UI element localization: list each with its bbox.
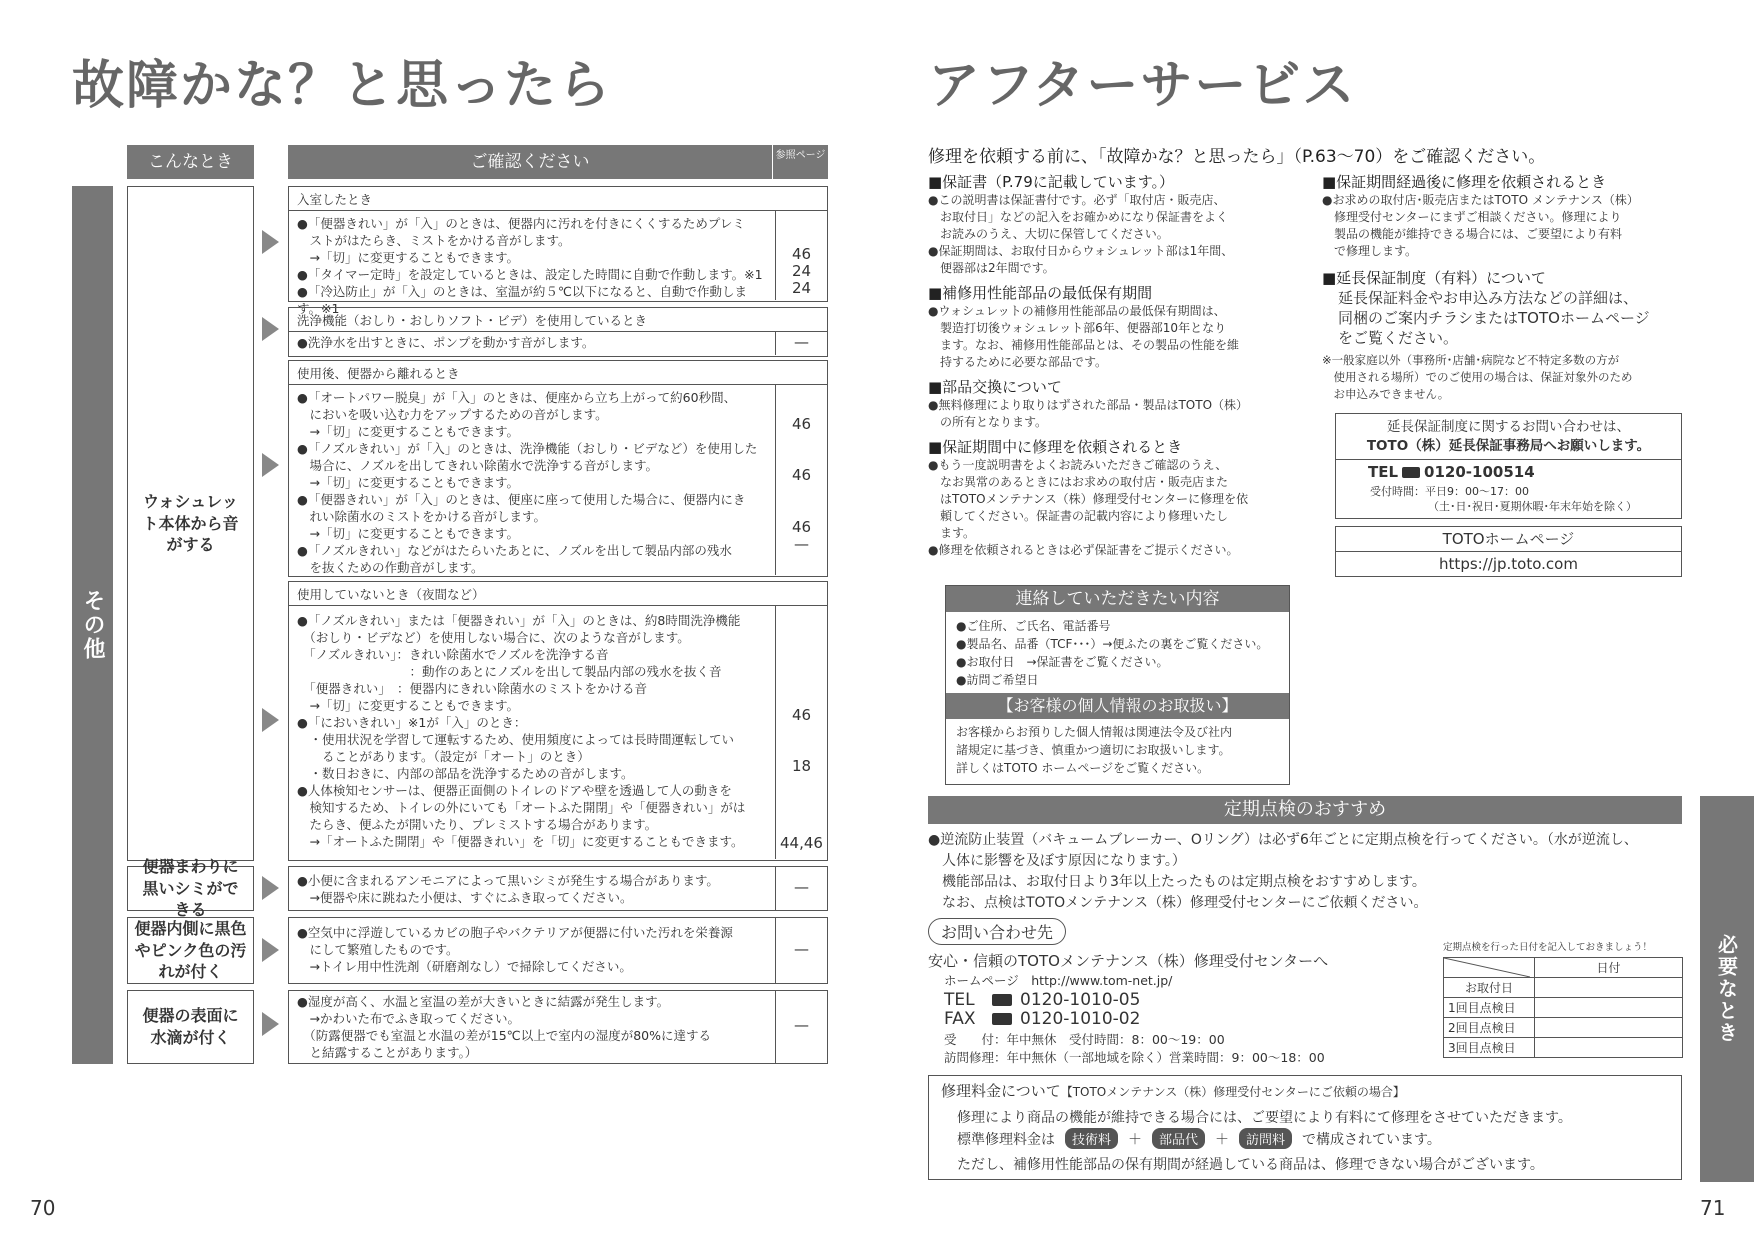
section-text: ●洗浄水を出すときに、ポンプを動かす音がします。 [297,335,595,350]
inquiry-tel-row: TEL 0120-1010-05 [944,990,1141,1010]
fax-icon [992,1013,1012,1025]
ext-tel-row: TEL 0120-100514 [1368,463,1535,481]
section-text: ●「便器きれい」が「入」のときは、便器内に汚れを付きにくくするためプレミ ストがはたらき、ミストをかける音がします。 →「切」に変更することもできます。 ●「タイマー定時」を設定しているときは、設定した時間に自動で作動します。※1 ●「冷込防止」が「入」のときは、室温が約５℃以下になると、自動で作動します。※1 [297,216,763,316]
ext-tel: 0120-100514 [1424,463,1535,481]
date-entry-cell[interactable] [1535,978,1683,998]
section-text: ●小便に含まれるアンモニアによって黒いシミが発生する場合があります。 →便器や床に跳ねた小便は、すぐにふき取ってください。 [297,873,719,905]
free-dial-icon [992,994,1012,1006]
visit-fee-badge: 訪問料 [1239,1128,1292,1149]
section-black-stain [288,866,828,911]
ref-pages: 46 24 24 [775,211,827,300]
fee-standard-row: 標準修理料金は 技術料 ＋ 部品代 ＋ 訪問料 で構成されています。 [957,1128,1441,1149]
date-entry-cell[interactable] [1535,1038,1683,1058]
ext-closed: （土･日･祝日･夏期休暇･年末年始を除く） [1428,500,1637,513]
fee-title-row [941,1080,1405,1101]
fee-line3: ただし、補修用性能部品の保有期間が経過している商品は、修理できない場合がございます。 [957,1157,1544,1173]
inquiry-center: 安心・信頼のTOTOメンテナンス（株）修理受付センターへ [928,952,1329,970]
extended-warranty-box [1335,413,1682,519]
date-entry-cell[interactable] [1535,998,1683,1018]
inquiry-label: お問い合わせ先 [928,918,1066,945]
toto-homepage-box [1335,526,1682,577]
inquiry-reception: 受 付：年中無休 受付時間：8：00～19：00 [944,1032,1225,1047]
section-heading: ■部品交換について [928,378,1062,396]
section-subheader: 使用後、便器から離れるとき [289,361,827,385]
category-washlet-sound [127,186,254,861]
header-check: ご確認ください [288,145,772,179]
inquiry-homepage: ホームページ http://www.tom-net.jp/ [944,973,1173,988]
homepage-label: TOTOホームページ [1336,527,1681,552]
inspection-text: ●逆流防止装置（バキュームブレーカー、Oリング）は必ず6年ごとに定期点検を行ってください。（水が逆流し、 人体に影響を及ぼす原因になります。） 機能部品は、お取付日より3年以上たったものは定期点検をおすすめします。 なお、点検はTOTOメンテナンス（株）修理受付センターにご依頼ください。 [928,832,1638,911]
ext-line1: 延長保証制度に関するお問い合わせは、 [1387,419,1630,435]
section-subheader: 洗浄機能（おしり・おしりソフト・ビデ）を使用しているとき [289,308,827,332]
table-row-label: 1回目点検日 [1444,998,1535,1018]
contact-items: ●ご住所、ご氏名、電話番号 ●製品名、品番（TCF･･･）→便ふたの裏をご覧ください。 ●お取付日 →保証書をご覧ください。 ●訪問ご希望日 [956,619,1269,687]
left-side-label: その他 [80,589,105,661]
privacy-text: お客様からお預りした個人情報は関連法令及び社内 諸規定に基づき、慎重かつ適切にお取扱いします。 詳しくはTOTO ホームページをご覧ください。 [956,725,1233,775]
ref-pages: 46 18 44,46 [775,606,827,859]
ref-pages: — [775,991,827,1063]
contact-box-title: 連絡していただきたい内容 [946,586,1289,612]
right-page-title: アフターサービス [928,56,1357,116]
repair-fee-box [928,1075,1682,1180]
category-label: 便器まわりに黒いシミができる [142,857,239,920]
ext-hours: 受付時間：平日9：00～17：00 [1370,485,1529,498]
section-heading: ■保証期間経過後に修理を依頼されるとき [1322,173,1607,191]
section-text: 延長保証料金やお申込み方法などの詳細は、 同梱のご案内チラシまたはTOTOホームページ をご覧ください。 [1338,289,1650,347]
date-entry-cell[interactable] [1535,1018,1683,1038]
section-entering [288,186,828,316]
fee-title: 修理料金について [941,1082,1061,1100]
section-text: ●ウォシュレットの補修用性能部品の最低保有期間は、 製造打切後ウォシュレット部6年、便器部10年となり ます。なお、補修用性能部品とは、その製品の性能を維 持するために必要な部品です。 [928,304,1240,369]
arrow-icon [262,876,279,900]
inspection-title: 定期点検のおすすめ [928,796,1682,824]
arrow-icon [262,317,279,341]
left-page-title: 故障かな？と思ったら [72,56,613,116]
page-number-left: 70 [30,1196,56,1220]
section-text: ●「オートパワー脱臭」が「入」のときは、便座から立ち上がって約60秒間、 においを吸い込む力をアップするための音がします。 →「切」に変更することもできます。 ●「ノズルきれい」が「入」のときは、洗浄機能（おしり・ビデなど）を使用した 場合に、ノズルを出してきれい除菌水で洗浄する音がします。 →「切」に変更することもできます。 ●「便器きれい」が「入」のときは、便座に座って使用した場合に、便器内にき れい除菌水のミストをかける音がします。 →「切」に変更することもできます。 ●「ノズルきれい」などがはたらいたあとに、ノズルを出して製品内部の残水 を抜くための作動音がします。 [297,390,758,575]
section-after-use [288,360,828,577]
inspection-date-table [1443,957,1683,1058]
section-condensation [288,990,828,1064]
arrow-icon [262,938,279,962]
section-subheader: 入室したとき [289,187,827,211]
category-label: 便器の表面に水滴が付く [142,1006,239,1047]
diagonal-line [1444,958,1530,977]
section-heading: ■延長保証制度（有料）について [1322,269,1546,287]
ref-pages: — [775,867,827,910]
section-text: ●湿度が高く、水温と室温の差が大きいときに結露が発生します。 →かわいた布でふき取ってください。 （防露便器でも室温と水温の差が15℃以上で室内の湿度が80%に達する と結露することがあります。） [297,994,711,1060]
table-row-label: 3回目点検日 [1444,1038,1535,1058]
inquiry-fax: 0120-1010-02 [1020,1009,1141,1029]
section-heading: ■補修用性能部品の最低保有期間 [928,284,1153,302]
ref-pages: — [775,332,827,355]
table-corner-cell [1444,958,1535,978]
free-dial-icon [1402,467,1420,478]
warranty-column-1 [928,172,1293,559]
section-text: ●この説明書は保証書付です。必ず「取付店・販売店、 お取付日」などの記入をお確かめになり保証書をよく お読みのうえ、大切に保管してください。 ●保証期間は、お取付日からウォシュレット部は1年間、 便器部は2年間です。 [928,193,1234,275]
section-subheader: 使用していないとき（夜間など） [289,582,827,606]
arrow-icon [262,1012,279,1036]
section-text: ●空気中に浮遊しているカビの胞子やバクテリアが便器に付いた汚れを栄養源 にして繁殖したものです。 →トイレ用中性洗剤（研磨剤なし）で掃除してください。 [297,925,733,974]
category-pink-stain [127,917,254,984]
section-text: ●もう一度説明書をよくお読みいただきご確認のうえ、 なお異常のあるときにはお求めの取付店・販売店また はTOTOメンテナンス（株）修理受付センターに修理を依 頼してください。保証書の記載内容により修理いたし ます。 ●修理を依頼されるときは必ず保証書をご提示ください。 [928,458,1249,557]
left-side-tab [72,186,113,1064]
warranty-column-2 [1322,172,1692,403]
section-pink-stain [288,917,828,984]
right-side-label: 必要なとき [1714,934,1739,1044]
ref-pages: — [775,918,827,983]
table-header-date: 日付 [1535,958,1683,978]
section-heading: ■保証期間中に修理を依頼されるとき [928,438,1183,456]
inquiry-fax-row: FAX 0120-1010-02 [944,1009,1141,1029]
homepage-url[interactable]: https://jp.toto.com [1439,555,1578,573]
fee-line1: 修理により商品の機能が維持できる場合には、ご要望により有料にて修理をさせていただきます。 [957,1110,1572,1126]
section-text: ●無料修理により取りはずされた部品・製品はTOTO（株） の所有となります。 [928,398,1249,429]
section-text: ●お求めの取付店･販売店またはTOTO メンテナンス（株） 修理受付センターにまずご相談ください。修理により 製品の機能が維持できる場合には、ご要望により有料 で修理します。 [1322,193,1639,258]
tech-fee-badge: 技術料 [1065,1128,1118,1149]
arrow-icon [262,708,279,732]
parts-fee-badge: 部品代 [1152,1128,1205,1149]
privacy-title: 【お客様の個人情報のお取扱い】 [946,693,1289,719]
intro-text: 修理を依頼する前に、「故障かな？と思ったら」（P.63～70）をご確認ください。 [928,147,1546,167]
table-row-label: 2回目点検日 [1444,1018,1535,1038]
category-condensation [127,990,254,1064]
inquiry-visit: 訪問修理：年中無休（一部地域を除く）営業時間：9：00～18：00 [944,1050,1325,1065]
header-ref: 参照ページ [772,145,828,179]
page-number-right: 71 [1700,1196,1726,1220]
ref-pages: 46 46 46 — [775,385,827,575]
category-label: 便器内側に黒色やピンク色の汚れが付く [134,919,247,982]
table-row-label: お取付日 [1444,978,1535,998]
right-side-tab [1700,796,1754,1182]
arrow-icon [262,453,279,477]
fee-title-note: 【TOTOメンテナンス（株）修理受付センターにご依頼の場合】 [1060,1085,1405,1099]
section-not-in-use [288,581,828,861]
header-when: こんなとき [127,145,254,179]
contact-info-box [945,585,1290,785]
note-text: ※一般家庭以外（事務所･店舗･病院など不特定多数の方が 使用される場所）でのご使用の場合は、保証対象外のため お申込みできません。 [1322,353,1633,401]
category-label: ウォシュレット本体から音がする [142,492,239,555]
section-washing [288,307,828,357]
section-text: ●「ノズルきれい」または「便器きれい」が「入」のときは、約8時間洗浄機能 （おしり・ビデなど）を使用しない場合に、次のような音がします。 「ノズルきれい」：きれい除菌水でノズルを洗浄する音 ：動作のあとにノズルを出して製品内部の残水を抜く音 「便器きれい」 ：便器内にきれい除菌水のミストをかける音 →「切」に変更することもできます。 ●「においきれい」※1が「入」のとき： ・使用状況を学習して運転するため、使用頻度によっては長時間運転してい ることがあります。（設定が「オート」のとき） ・数日おきに、内部の部品を洗浄するための音がします。 ●人体検知センサーは、便器正面側のトイレのドアや壁を透過して人の動きを 検知するため、トイレの外にいても「オートふた開閉」や「便器きれい」がは たらき、便ふたが開いたり、プレミストする場合があります。 →「オートふた開閉」や「便器きれい」を「切」に変更することもできます。 [297,613,746,849]
ext-line2: TOTO（株）延長保証事務局へお願いします。 [1336,437,1681,460]
arrow-icon [262,230,279,254]
check-table-caption: 定期点検を行った日付を記入しておきましょう！ [1443,942,1653,953]
category-black-stain [127,857,254,920]
section-heading: ■保証書（P.79に記載しています。） [928,173,1175,191]
inquiry-tel: 0120-1010-05 [1020,990,1141,1010]
